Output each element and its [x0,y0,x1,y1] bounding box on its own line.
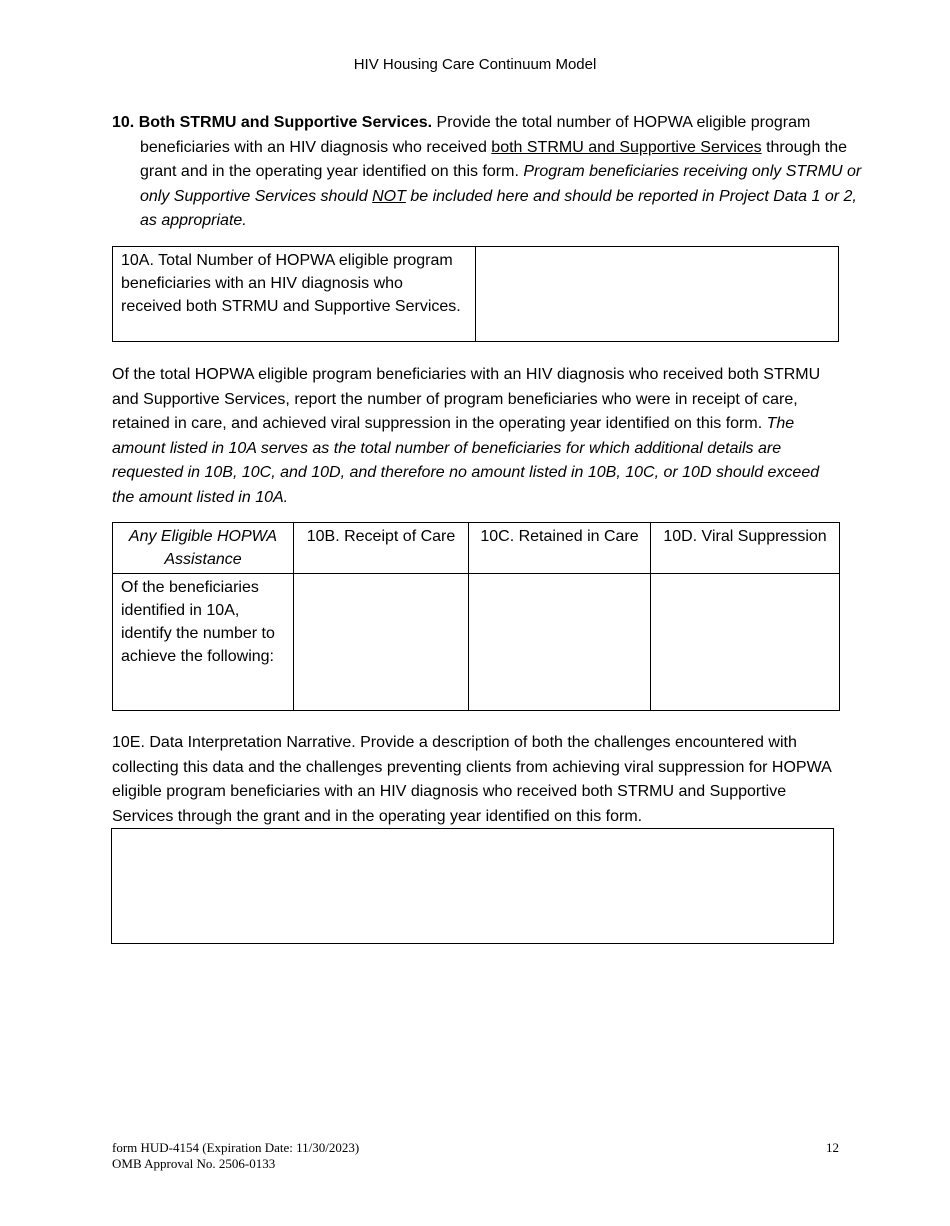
field-10a-label: 10A. Total Number of HOPWA eligible program beneficiaries with an HIV diagnosis who received both STRMU and Supportive Services. [113,247,476,342]
table-10a [112,246,839,342]
footer-omb: OMB Approval No. 2506-0133 [112,1156,276,1171]
narrative-instructions: 10E. Data Interpretation Narrative. Provide a description of both the challenges encountered with collecting this data and the challenges preventing clients from achieving viral suppression for HOPWA eligible program beneficiaries with an HIV diagnosis who received both STRMU and Supportive Services through the grant and in the operating year identified on this form. [112,734,831,825]
instructions-note: The amount listed in 10A serves as the total number of beneficiaries for which additional details are requested in 10B, 10C, and 10D, and therefore no amount listed in 10B, 10C, or 10D should exceed the amount listed in 10A. [112,415,820,506]
field-10b-input[interactable] [294,574,469,711]
question-title: Both STRMU and Supportive Services. [138,114,433,131]
header-10d: 10D. Viral Suppression [651,523,840,574]
question-note-emphasis: NOT [372,187,406,205]
instructions-10bcd [112,363,836,510]
narrative-input[interactable] [111,828,834,944]
field-10a-input[interactable] [476,247,839,342]
question-note: Program beneficiaries receiving only STRMU or only Supportive Services should [140,163,862,205]
row-label: Of the beneficiaries identified in 10A, identify the number to achieve the following: [113,574,294,711]
page-header: HIV Housing Care Continuum Model [353,56,597,73]
question-10 [112,111,862,234]
question-text: Provide the total number of HOPWA eligible program beneficiaries with an HIV diagnosis who received [140,114,811,156]
header-10b: 10B. Receipt of Care [294,523,469,574]
question-note-2: be included here and should be reported in Project Data 1 or 2, as appropriate. [140,187,857,229]
instructions-text: Of the total HOPWA eligible program beneficiaries with an HIV diagnosis who received both STRMU and Supportive Services, report the number of program beneficiaries who were in receipt of care, retained in care, and achieved viral suppression in the operating year identified on this form. [112,366,821,432]
question-number: 10. [112,114,135,131]
page-number: 12 [826,1140,839,1155]
field-10c-input[interactable] [469,574,651,711]
question-text-2: through the grant and in the operating year identified on this form. [140,138,848,180]
header-any-eligible: Any Eligible HOPWA Assistance [113,523,294,574]
footer-form-id: form HUD-4154 (Expiration Date: 11/30/2023) [112,1140,360,1155]
page-footer [112,1140,839,1172]
table-10bcd [112,522,840,711]
question-emphasis: both STRMU and Supportive Services [491,138,762,156]
field-10d-input[interactable] [651,574,840,711]
header-10c: 10C. Retained in Care [469,523,651,574]
